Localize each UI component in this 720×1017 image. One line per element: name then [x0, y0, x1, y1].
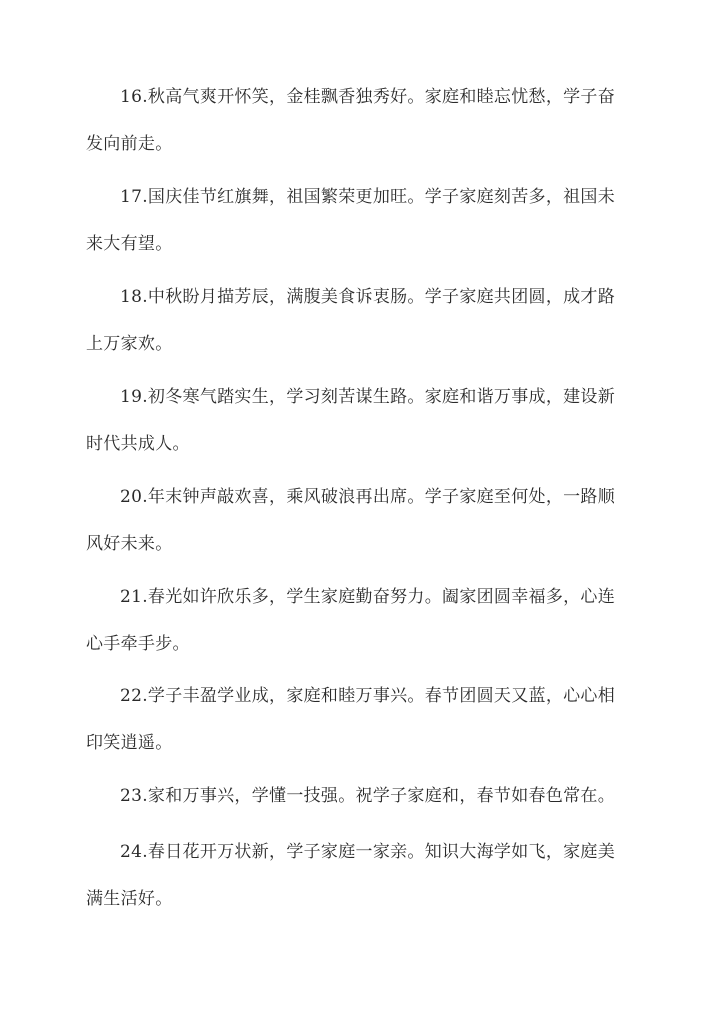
paragraph-21: 21.春光如许欣乐多，学生家庭勤奋努力。阖家团圆幸福多，心连心手牵手步。 — [86, 587, 616, 654]
paragraph-16: 16.秋高气爽开怀笑，金桂飘香独秀好。家庭和睦忘忧愁，学子奋发向前走。 — [86, 87, 616, 154]
paragraph-19: 19.初冬寒气踏实生，学习刻苦谋生路。家庭和谐万事成，建设新时代共成人。 — [86, 387, 616, 454]
paragraph-17: 17.国庆佳节红旗舞，祖国繁荣更加旺。学子家庭刻苦多，祖国未来大有望。 — [86, 187, 616, 254]
paragraph-24: 24.春日花开万状新，学子家庭一家亲。知识大海学如飞，家庭美满生活好。 — [86, 842, 616, 909]
paragraph-22: 22.学子丰盈学业成，家庭和睦万事兴。春节团圆天又蓝，心心相印笑逍遥。 — [86, 686, 616, 753]
paragraph-18: 18.中秋盼月描芳辰，满腹美食诉衷肠。学子家庭共团圆，成才路上万家欢。 — [86, 287, 616, 354]
paragraph-23: 23.家和万事兴，学懂一技强。祝学子家庭和，春节如春色常在。 — [120, 786, 616, 806]
paragraph-20: 20.年末钟声敲欢喜，乘风破浪再出席。学子家庭至何处，一路顺风好未来。 — [86, 487, 616, 554]
